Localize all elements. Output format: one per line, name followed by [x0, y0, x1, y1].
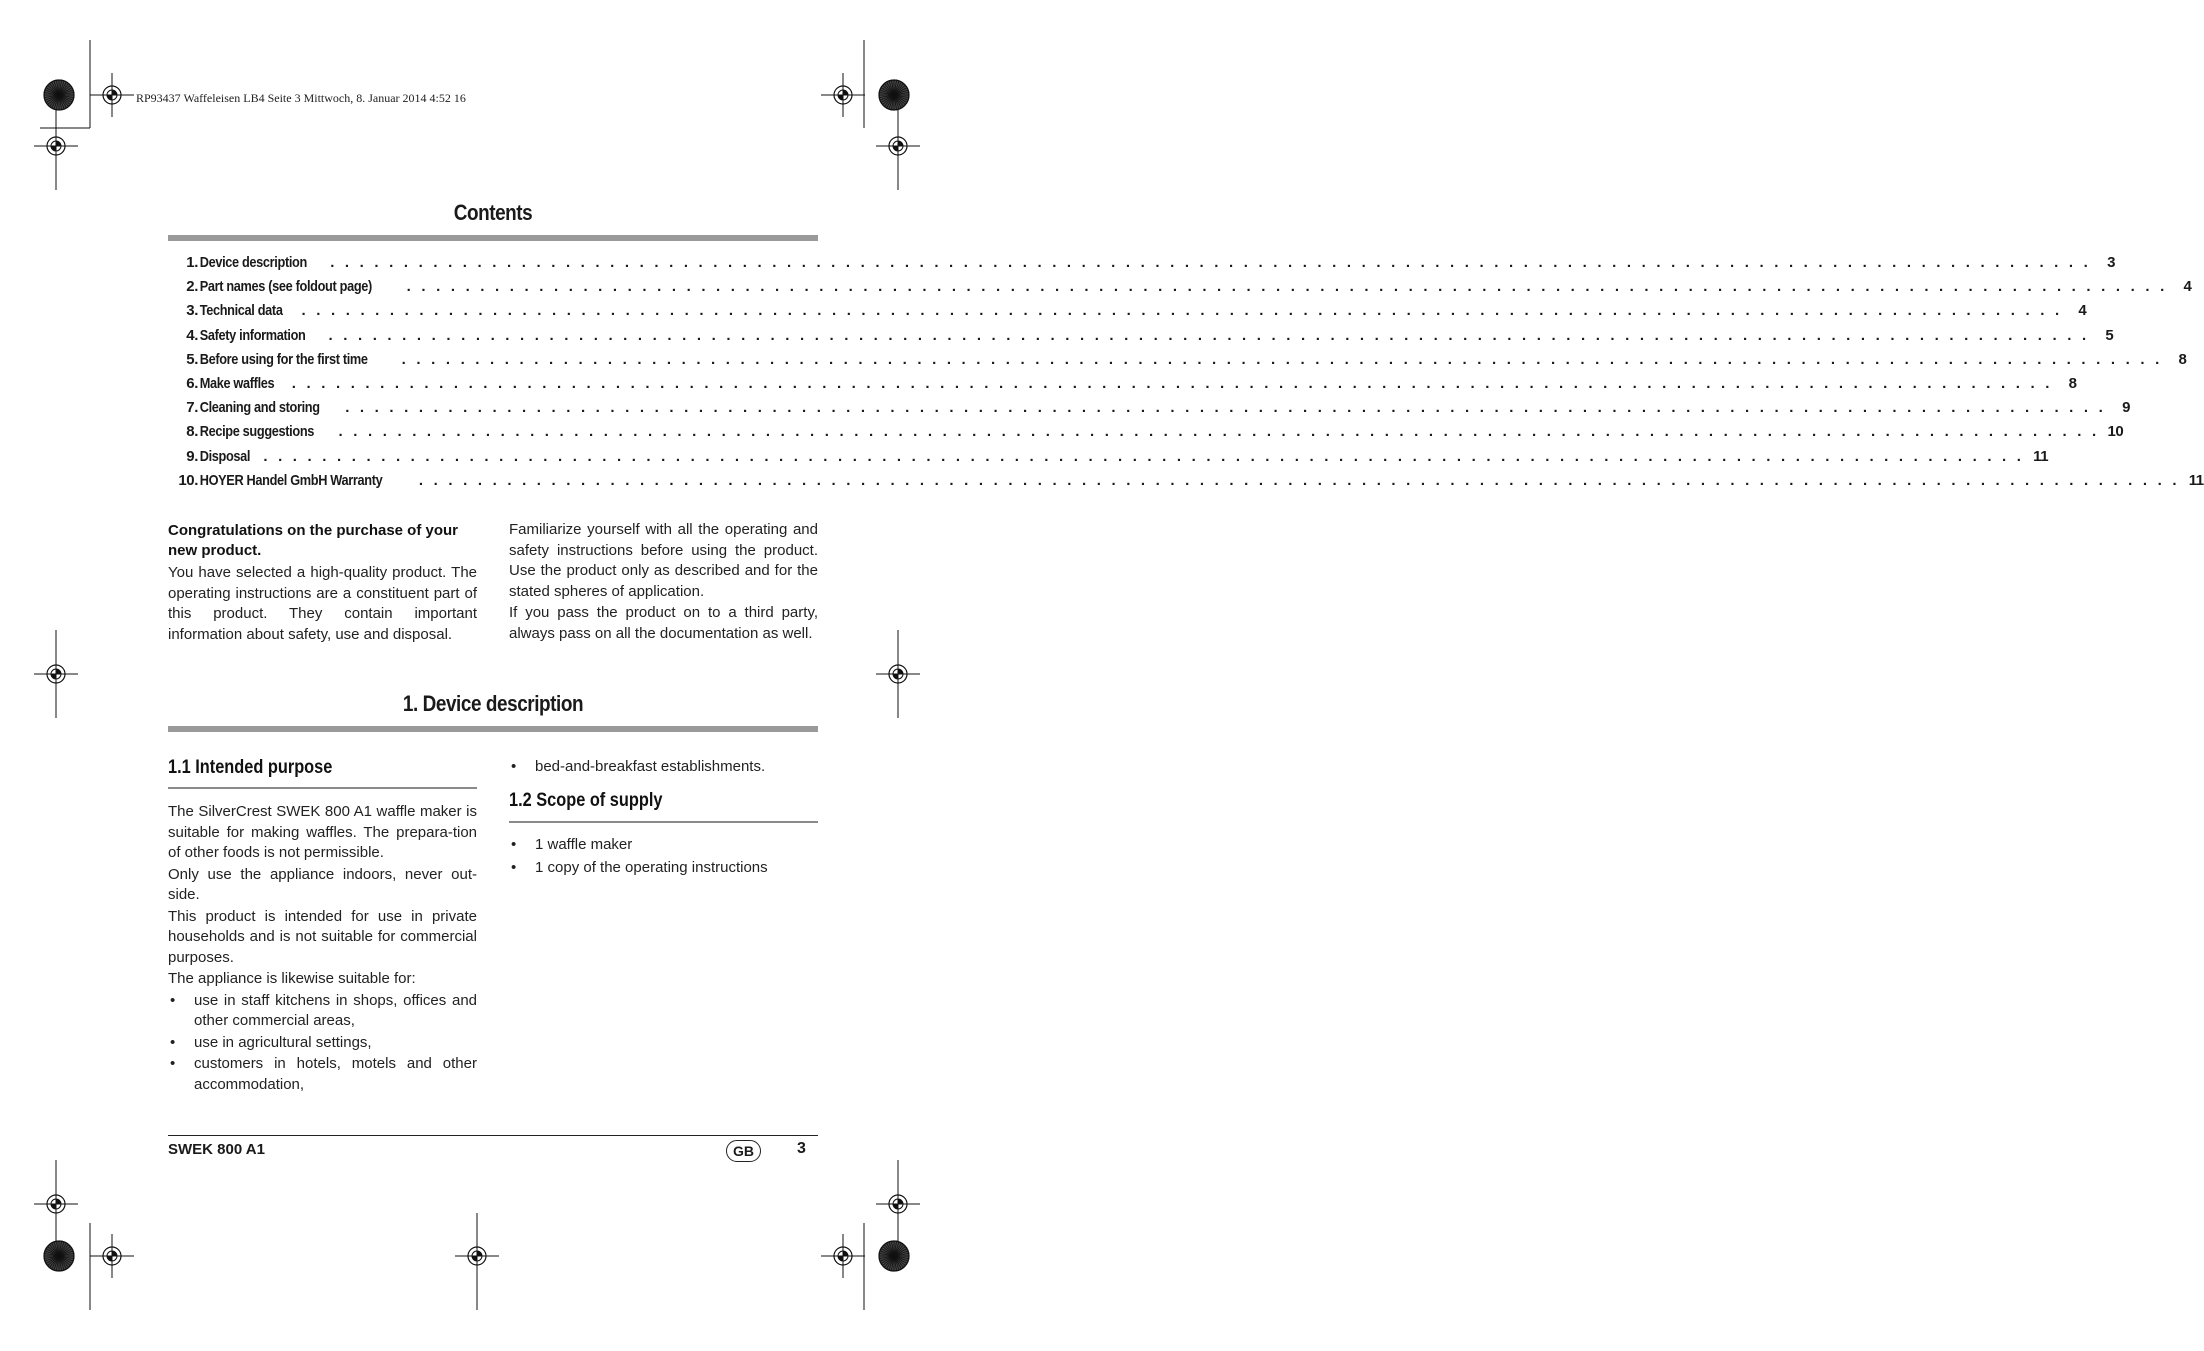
- toc-entry-label: Device description: [199, 254, 307, 271]
- intro-left-column: [168, 521, 477, 645]
- toc-leader-dots: . . . . . . . . . . . . . . . . . . . . . . . . . . . . . . . . . . . . . . . . . . . . . . . . . . . . . . . . . . . . . . . . . . . . . . . . . . . . . . . . . . . . . . . . . . . . . . . . . . . . . . . . . . . . . . . . . . . . . . . .: [301, 302, 2063, 320]
- section-rule: [168, 726, 818, 732]
- toc-leader-dots: . . . . . . . . . . . . . . . . . . . . . . . . . . . . . . . . . . . . . . . . . . . . . . . . . . . . . . . . . . . . . . . . . . . . . . . . . . . . . . . . . . . . . . . . . . . . . . . . . . . . . . . . . . . . . . . . . . . . . . . .: [418, 471, 2180, 489]
- intro-right-column: [509, 520, 818, 644]
- list-item: • use in agricultural settings,: [170, 1033, 372, 1051]
- list-item: • use in staff kitchens in shops, offices and other commercial areas,: [170, 991, 477, 1029]
- toc-entry[interactable]: [168, 399, 2131, 423]
- toc-entry-number: 6.: [186, 374, 198, 392]
- contents-rule: [168, 235, 818, 241]
- footer-model: SWEK 800 A1: [168, 1141, 265, 1158]
- toc-entry-page: 8: [2068, 374, 2077, 392]
- scope-of-supply-list: [509, 835, 818, 878]
- print-header: RP93437 Waffeleisen LB4 Seite 3 Mittwoch, 8. Januar 2014 4:52 16: [136, 91, 466, 105]
- toc-entry-label: Disposal: [199, 447, 251, 465]
- toc-entry-number: 4.: [186, 326, 198, 344]
- list-item: • 1 waffle maker: [511, 836, 633, 853]
- toc-entry-page: 10: [2107, 423, 2124, 441]
- toc-entry[interactable]: [168, 447, 2049, 472]
- scope-of-supply-heading: 1.2 Scope of supply: [509, 790, 663, 811]
- intended-paragraph-2: Only use the appliance indoors, never out-side.: [168, 865, 477, 903]
- scope-of-supply-rule: [509, 821, 818, 823]
- intended-paragraph-3: This product is intended for use in private households and is not suitable for commercial purposes.: [168, 907, 477, 966]
- intended-purpose-body: [168, 802, 477, 1095]
- toc-leader-dots: . . . . . . . . . . . . . . . . . . . . . . . . . . . . . . . . . . . . . . . . . . . . . . . . . . . . . . . . . . . . . . . . . . . . . . . . . . . . . . . . . . . . . . . . . . . . . . . . . . . . . . . . . . . . . . . . . . . . . . . .: [328, 326, 2090, 344]
- intended-paragraph-1: The SilverCrest SWEK 800 A1 waffle maker is suitable for making waffles. The prepara-tion of other foods is not permissible.: [168, 803, 477, 861]
- toc-entry-number: 3.: [186, 302, 198, 320]
- intended-purpose-heading: 1.1 Intended purpose: [168, 757, 333, 778]
- toc-entry-page: 11: [2188, 471, 2204, 489]
- list-item: • 1 copy of the operating instructions: [511, 858, 768, 876]
- toc-entry-number: 1.: [186, 254, 198, 271]
- toc-entry-number: 8.: [186, 423, 198, 441]
- intended-purpose-rule: [168, 787, 477, 789]
- toc-entry-number: 9.: [186, 447, 198, 465]
- intended-paragraph-4: The appliance is likewise suitable for:: [168, 970, 416, 987]
- toc-entry-page: 9: [2122, 399, 2131, 417]
- toc-entry[interactable]: [168, 350, 2187, 375]
- toc-leader-dots: . . . . . . . . . . . . . . . . . . . . . . . . . . . . . . . . . . . . . . . . . . . . . . . . . . . . . . . . . . . . . . . . . . . . . . . . . . . . . . . . . . . . . . . . . . . . . . . . . . . . . . . . . . . . . . . . . . . . . . . .: [330, 254, 2092, 271]
- intro-right-paragraph-2: If you pass the product on to a third party, always pass on all the documentation as well.: [509, 604, 818, 642]
- toc-entry[interactable]: [168, 254, 2116, 278]
- toc-entry-page: 4: [2078, 302, 2087, 320]
- toc-entry-label: Make waffles: [199, 374, 275, 392]
- toc-entry[interactable]: [168, 374, 2077, 399]
- contents-title: Contents: [453, 200, 533, 225]
- toc-entry[interactable]: [168, 302, 2087, 326]
- toc-entry[interactable]: [168, 423, 2124, 447]
- toc-entry-label: Cleaning and storing: [199, 399, 320, 417]
- page-number: 3: [797, 1140, 806, 1157]
- toc-leader-dots: . . . . . . . . . . . . . . . . . . . . . . . . . . . . . . . . . . . . . . . . . . . . . . . . . . . . . . . . . . . . . . . . . . . . . . . . . . . . . . . . . . . . . . . . . . . . . . . . . . . . . . . . . . . . . . . . . . . . . . . .: [401, 350, 2163, 368]
- toc-entry-page: 8: [2178, 350, 2187, 368]
- toc-entry[interactable]: [168, 278, 2192, 302]
- toc-leader-dots: . . . . . . . . . . . . . . . . . . . . . . . . . . . . . . . . . . . . . . . . . . . . . . . . . . . . . . . . . . . . . . . . . . . . . . . . . . . . . . . . . . . . . . . . . . . . . . . . . . . . . . . . . . . . . . . . . . . . . . . .: [406, 278, 2168, 296]
- toc-leader-dots: . . . . . . . . . . . . . . . . . . . . . . . . . . . . . . . . . . . . . . . . . . . . . . . . . . . . . . . . . . . . . . . . . . . . . . . . . . . . . . . . . . . . . . . . . . . . . . . . . . . . . . . . . . . . . . . . . . . . . . . .: [338, 423, 2100, 441]
- toc-entry[interactable]: [168, 326, 2114, 351]
- toc-entry-label: HOYER Handel GmbH Warranty: [199, 471, 383, 489]
- toc-entry-page: 3: [2107, 254, 2116, 271]
- intro-text: You have selected a high-quality product. The operating instructions are a constituent part of this product. They contain important information about safety, use and disposal.: [168, 564, 477, 643]
- section-title: 1. Device description: [402, 691, 584, 716]
- toc-entry-label: Part names (see foldout page): [199, 278, 372, 296]
- language-badge: GB: [726, 1140, 761, 1162]
- toc-entry-number: 5.: [186, 350, 198, 368]
- toc-entry-label: Technical data: [199, 302, 283, 320]
- toc-entry-label: Safety information: [199, 326, 306, 344]
- toc-leader-dots: . . . . . . . . . . . . . . . . . . . . . . . . . . . . . . . . . . . . . . . . . . . . . . . . . . . . . . . . . . . . . . . . . . . . . . . . . . . . . . . . . . . . . . . . . . . . . . . . . . . . . . . . . . . . . . . . . . . . . . . .: [263, 447, 2025, 465]
- toc-entry-page: 4: [2183, 278, 2192, 296]
- toc-entry-label: Recipe suggestions: [199, 423, 315, 441]
- intro-right-paragraph-1: Familiarize yourself with all the operating and safety instructions before using the product. Use the product only as described and for the stated spheres of application.: [509, 521, 818, 600]
- toc-entry-page: 5: [2105, 326, 2114, 344]
- list-item: • customers in hotels, motels and other accommodation,: [170, 1055, 477, 1093]
- toc-entry-page: 11: [2033, 447, 2049, 465]
- toc-leader-dots: . . . . . . . . . . . . . . . . . . . . . . . . . . . . . . . . . . . . . . . . . . . . . . . . . . . . . . . . . . . . . . . . . . . . . . . . . . . . . . . . . . . . . . . . . . . . . . . . . . . . . . . . . . . . . . . . . . . . . . . .: [291, 374, 2053, 392]
- toc-entry-number: 2.: [186, 278, 198, 296]
- table-of-contents: [168, 254, 2204, 496]
- footer-rule: [168, 1135, 818, 1136]
- toc-leader-dots: . . . . . . . . . . . . . . . . . . . . . . . . . . . . . . . . . . . . . . . . . . . . . . . . . . . . . . . . . . . . . . . . . . . . . . . . . . . . . . . . . . . . . . . . . . . . . . . . . . . . . . . . . . . . . . . . . . . . . . . .: [345, 399, 2107, 417]
- toc-entry-number: 10.: [178, 471, 198, 489]
- toc-entry-number: 7.: [186, 399, 198, 417]
- intro-heading: Congratulations on the purchase of your new product.: [168, 522, 459, 559]
- toc-entry[interactable]: [168, 471, 2204, 496]
- toc-entry-label: Before using for the first time: [199, 350, 368, 368]
- list-item: • bed-and-breakfast establishments.: [511, 758, 766, 775]
